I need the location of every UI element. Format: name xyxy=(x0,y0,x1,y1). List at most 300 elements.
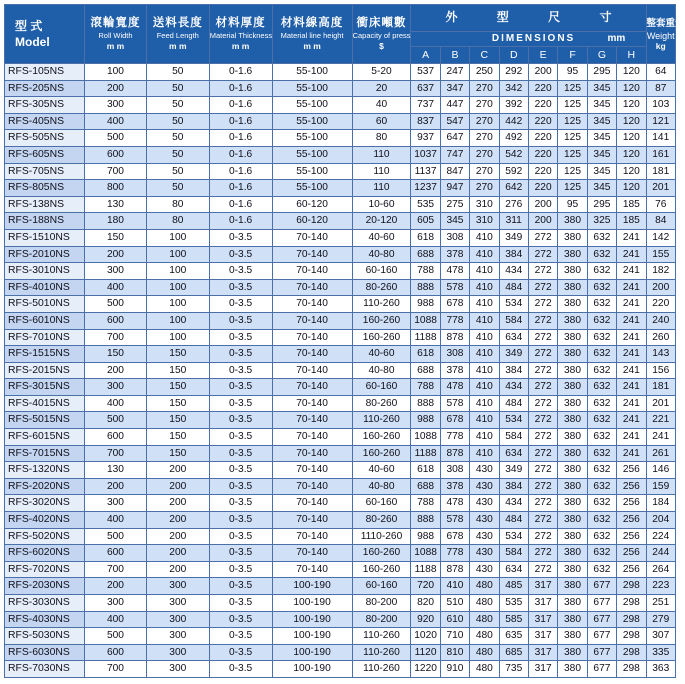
cell-feed-length: 80 xyxy=(146,213,209,230)
cell-dim-c: 270 xyxy=(470,163,499,180)
cell-dim-b: 478 xyxy=(440,263,469,280)
table-row xyxy=(5,213,676,230)
cell-dim-d: 534 xyxy=(499,412,528,429)
cell-dim-f: 380 xyxy=(558,362,587,379)
cell-model: RFS-505NS xyxy=(5,130,85,147)
cell-line-height: 100-190 xyxy=(272,611,352,628)
header-dim-e: E xyxy=(528,47,557,64)
cell-thickness: 0-3.5 xyxy=(209,644,272,661)
cell-roll-width: 130 xyxy=(85,462,147,479)
cell-roll-width: 180 xyxy=(85,213,147,230)
cell-dim-e: 272 xyxy=(528,263,557,280)
table-row xyxy=(5,561,676,578)
cell-dim-g: 632 xyxy=(587,362,616,379)
cell-dim-b: 247 xyxy=(440,64,469,81)
cell-dim-a: 720 xyxy=(411,578,440,595)
cell-roll-width: 500 xyxy=(85,412,147,429)
cell-weight: 84 xyxy=(646,213,675,230)
table-row xyxy=(5,113,676,130)
cell-press: 60 xyxy=(352,113,411,130)
cell-weight: 204 xyxy=(646,512,675,529)
cell-thickness: 0-3.5 xyxy=(209,595,272,612)
cell-thickness: 0-3.5 xyxy=(209,462,272,479)
cell-roll-width: 700 xyxy=(85,329,147,346)
cell-dim-g: 345 xyxy=(587,163,616,180)
cell-press: 110-260 xyxy=(352,296,411,313)
header-dim-f: F xyxy=(558,47,587,64)
cell-weight: 161 xyxy=(646,146,675,163)
cell-model: RFS-4020NS xyxy=(5,512,85,529)
cell-dim-a: 988 xyxy=(411,412,440,429)
cell-dim-f: 95 xyxy=(558,196,587,213)
cell-feed-length: 50 xyxy=(146,163,209,180)
cell-dim-b: 878 xyxy=(440,561,469,578)
cell-line-height: 55-100 xyxy=(272,80,352,97)
cell-dim-e: 272 xyxy=(528,512,557,529)
cell-weight: 220 xyxy=(646,296,675,313)
cell-press: 60-160 xyxy=(352,263,411,280)
cell-model: RFS-7030NS xyxy=(5,661,85,678)
cell-dim-h: 241 xyxy=(617,312,646,329)
cell-dim-f: 380 xyxy=(558,213,587,230)
cell-roll-width: 500 xyxy=(85,628,147,645)
cell-dim-h: 256 xyxy=(617,528,646,545)
cell-dim-g: 632 xyxy=(587,495,616,512)
cell-dim-f: 380 xyxy=(558,329,587,346)
cell-line-height: 100-190 xyxy=(272,644,352,661)
cell-dim-c: 430 xyxy=(470,561,499,578)
cell-feed-length: 100 xyxy=(146,296,209,313)
cell-dim-g: 632 xyxy=(587,429,616,446)
cell-weight: 181 xyxy=(646,163,675,180)
cell-feed-length: 200 xyxy=(146,528,209,545)
cell-dim-b: 678 xyxy=(440,296,469,313)
table-row xyxy=(5,462,676,479)
cell-roll-width: 100 xyxy=(85,64,147,81)
cell-dim-c: 410 xyxy=(470,429,499,446)
cell-dim-a: 1088 xyxy=(411,429,440,446)
cell-dim-h: 120 xyxy=(617,80,646,97)
cell-thickness: 0-3.5 xyxy=(209,578,272,595)
cell-press: 110-260 xyxy=(352,628,411,645)
cell-dim-c: 410 xyxy=(470,263,499,280)
cell-line-height: 70-140 xyxy=(272,246,352,263)
cell-line-height: 70-140 xyxy=(272,445,352,462)
header-line-height-cn: 材料線高度 xyxy=(280,17,344,29)
cell-dim-e: 220 xyxy=(528,97,557,114)
cell-dim-h: 256 xyxy=(617,462,646,479)
cell-dim-h: 298 xyxy=(617,595,646,612)
cell-dim-a: 1037 xyxy=(411,146,440,163)
cell-dim-f: 380 xyxy=(558,395,587,412)
cell-weight: 244 xyxy=(646,545,675,562)
header-thickness xyxy=(209,5,272,64)
cell-press: 110 xyxy=(352,146,411,163)
cell-dim-c: 430 xyxy=(470,478,499,495)
cell-feed-length: 100 xyxy=(146,246,209,263)
cell-roll-width: 400 xyxy=(85,113,147,130)
cell-dim-e: 272 xyxy=(528,478,557,495)
cell-dim-d: 392 xyxy=(499,97,528,114)
cell-dim-d: 584 xyxy=(499,429,528,446)
cell-model: RFS-6020NS xyxy=(5,545,85,562)
cell-weight: 363 xyxy=(646,661,675,678)
cell-dim-e: 220 xyxy=(528,80,557,97)
cell-feed-length: 200 xyxy=(146,478,209,495)
cell-dim-a: 537 xyxy=(411,64,440,81)
cell-model: RFS-7010NS xyxy=(5,329,85,346)
cell-dim-c: 410 xyxy=(470,362,499,379)
cell-dim-d: 349 xyxy=(499,229,528,246)
cell-model: RFS-6030NS xyxy=(5,644,85,661)
cell-dim-c: 410 xyxy=(470,379,499,396)
cell-dim-d: 434 xyxy=(499,495,528,512)
cell-line-height: 70-140 xyxy=(272,312,352,329)
cell-dim-g: 632 xyxy=(587,512,616,529)
cell-weight: 121 xyxy=(646,113,675,130)
cell-weight: 264 xyxy=(646,561,675,578)
cell-roll-width: 700 xyxy=(85,561,147,578)
table-row xyxy=(5,64,676,81)
table-row xyxy=(5,180,676,197)
cell-roll-width: 200 xyxy=(85,246,147,263)
table-row xyxy=(5,80,676,97)
table-row xyxy=(5,528,676,545)
cell-dim-h: 241 xyxy=(617,246,646,263)
cell-roll-width: 150 xyxy=(85,229,147,246)
cell-roll-width: 150 xyxy=(85,346,147,363)
cell-dim-b: 308 xyxy=(440,462,469,479)
table-body xyxy=(5,64,676,678)
header-weight xyxy=(646,5,685,64)
cell-weight: 87 xyxy=(646,80,675,97)
cell-roll-width: 300 xyxy=(85,595,147,612)
cell-press: 1110-260 xyxy=(352,528,411,545)
cell-weight: 156 xyxy=(646,362,675,379)
cell-model: RFS-6015NS xyxy=(5,429,85,446)
cell-weight: 201 xyxy=(646,180,675,197)
cell-dim-h: 185 xyxy=(617,213,646,230)
cell-dim-e: 200 xyxy=(528,64,557,81)
cell-roll-width: 400 xyxy=(85,279,147,296)
cell-model: RFS-4015NS xyxy=(5,395,85,412)
table-header xyxy=(5,5,685,64)
cell-line-height: 70-140 xyxy=(272,329,352,346)
cell-dim-c: 410 xyxy=(470,329,499,346)
cell-dim-d: 342 xyxy=(499,80,528,97)
cell-dim-a: 688 xyxy=(411,478,440,495)
cell-dim-g: 632 xyxy=(587,395,616,412)
cell-line-height: 70-140 xyxy=(272,412,352,429)
cell-dim-h: 298 xyxy=(617,611,646,628)
cell-feed-length: 150 xyxy=(146,445,209,462)
cell-weight: 181 xyxy=(646,379,675,396)
cell-thickness: 0-3.5 xyxy=(209,362,272,379)
cell-dim-a: 820 xyxy=(411,595,440,612)
table-row xyxy=(5,545,676,562)
cell-dim-d: 585 xyxy=(499,611,528,628)
cell-dim-g: 677 xyxy=(587,661,616,678)
header-thickness-unit: m m xyxy=(231,41,250,51)
cell-dim-b: 910 xyxy=(440,661,469,678)
cell-dim-g: 325 xyxy=(587,213,616,230)
cell-dim-c: 410 xyxy=(470,445,499,462)
cell-line-height: 70-140 xyxy=(272,429,352,446)
cell-dim-d: 484 xyxy=(499,279,528,296)
cell-press: 110-260 xyxy=(352,412,411,429)
cell-dim-a: 788 xyxy=(411,495,440,512)
cell-dim-c: 430 xyxy=(470,528,499,545)
cell-dim-a: 688 xyxy=(411,362,440,379)
cell-dim-d: 635 xyxy=(499,628,528,645)
cell-weight: 224 xyxy=(646,528,675,545)
table-row xyxy=(5,146,676,163)
cell-thickness: 0-1.6 xyxy=(209,130,272,147)
header-press-cn: 衝床噸數 xyxy=(356,17,407,29)
cell-line-height: 70-140 xyxy=(272,279,352,296)
cell-dim-c: 430 xyxy=(470,512,499,529)
cell-weight: 261 xyxy=(646,445,675,462)
cell-press: 40-80 xyxy=(352,246,411,263)
cell-thickness: 0-3.5 xyxy=(209,395,272,412)
cell-line-height: 60-120 xyxy=(272,213,352,230)
cell-dim-g: 632 xyxy=(587,561,616,578)
cell-dim-e: 317 xyxy=(528,628,557,645)
cell-roll-width: 200 xyxy=(85,80,147,97)
cell-dim-f: 125 xyxy=(558,80,587,97)
cell-press: 40 xyxy=(352,97,411,114)
cell-dim-f: 380 xyxy=(558,512,587,529)
cell-dim-d: 535 xyxy=(499,595,528,612)
cell-thickness: 0-3.5 xyxy=(209,478,272,495)
cell-weight: 64 xyxy=(646,64,675,81)
cell-dim-f: 380 xyxy=(558,595,587,612)
cell-dim-f: 380 xyxy=(558,296,587,313)
cell-dim-c: 480 xyxy=(470,578,499,595)
cell-feed-length: 150 xyxy=(146,429,209,446)
cell-dim-c: 480 xyxy=(470,595,499,612)
cell-dim-e: 272 xyxy=(528,246,557,263)
cell-press: 160-260 xyxy=(352,561,411,578)
cell-line-height: 70-140 xyxy=(272,545,352,562)
cell-thickness: 0-1.6 xyxy=(209,196,272,213)
cell-roll-width: 600 xyxy=(85,146,147,163)
header-press-unit: $ xyxy=(379,41,384,51)
cell-dim-e: 272 xyxy=(528,296,557,313)
cell-thickness: 0-3.5 xyxy=(209,279,272,296)
cell-line-height: 55-100 xyxy=(272,146,352,163)
cell-weight: 223 xyxy=(646,578,675,595)
cell-dim-e: 317 xyxy=(528,595,557,612)
cell-dim-b: 778 xyxy=(440,429,469,446)
cell-dim-d: 634 xyxy=(499,561,528,578)
header-dim-g: G xyxy=(587,47,616,64)
cell-dim-b: 547 xyxy=(440,113,469,130)
table-row xyxy=(5,312,676,329)
cell-thickness: 0-3.5 xyxy=(209,246,272,263)
cell-feed-length: 300 xyxy=(146,611,209,628)
cell-dim-h: 241 xyxy=(617,296,646,313)
cell-feed-length: 150 xyxy=(146,395,209,412)
cell-model: RFS-7015NS xyxy=(5,445,85,462)
cell-dim-g: 295 xyxy=(587,64,616,81)
cell-dim-d: 292 xyxy=(499,64,528,81)
header-model-cn: 型 式 xyxy=(15,19,43,33)
header-model xyxy=(5,5,85,64)
header-dim-h: H xyxy=(617,47,646,64)
cell-dim-a: 988 xyxy=(411,296,440,313)
cell-dim-h: 256 xyxy=(617,495,646,512)
table-row xyxy=(5,478,676,495)
cell-feed-length: 200 xyxy=(146,512,209,529)
cell-feed-length: 80 xyxy=(146,196,209,213)
cell-line-height: 70-140 xyxy=(272,495,352,512)
cell-dim-b: 578 xyxy=(440,279,469,296)
cell-dim-b: 678 xyxy=(440,528,469,545)
header-model-en: Model xyxy=(15,35,50,49)
cell-dim-d: 534 xyxy=(499,296,528,313)
cell-dim-g: 632 xyxy=(587,478,616,495)
cell-dim-c: 270 xyxy=(470,146,499,163)
cell-press: 40-80 xyxy=(352,362,411,379)
cell-dim-f: 380 xyxy=(558,644,587,661)
cell-dim-b: 275 xyxy=(440,196,469,213)
cell-dim-d: 584 xyxy=(499,312,528,329)
cell-dim-g: 632 xyxy=(587,412,616,429)
cell-dim-e: 272 xyxy=(528,545,557,562)
cell-dim-d: 534 xyxy=(499,528,528,545)
header-line-height-en: Material line height xyxy=(280,31,344,40)
cell-line-height: 70-140 xyxy=(272,379,352,396)
cell-model: RFS-3030NS xyxy=(5,595,85,612)
cell-dim-h: 298 xyxy=(617,661,646,678)
cell-dim-b: 578 xyxy=(440,512,469,529)
cell-line-height: 70-140 xyxy=(272,296,352,313)
cell-dim-b: 447 xyxy=(440,97,469,114)
cell-dim-c: 410 xyxy=(470,412,499,429)
cell-dim-b: 778 xyxy=(440,545,469,562)
header-weight-unit: kg xyxy=(655,41,666,51)
cell-dim-b: 747 xyxy=(440,146,469,163)
cell-model: RFS-138NS xyxy=(5,196,85,213)
cell-dim-f: 380 xyxy=(558,279,587,296)
cell-dim-g: 632 xyxy=(587,263,616,280)
cell-weight: 221 xyxy=(646,412,675,429)
cell-dim-e: 272 xyxy=(528,462,557,479)
cell-feed-length: 300 xyxy=(146,628,209,645)
cell-dim-b: 378 xyxy=(440,362,469,379)
header-dim-b: B xyxy=(440,47,469,64)
cell-weight: 184 xyxy=(646,495,675,512)
cell-feed-length: 100 xyxy=(146,263,209,280)
cell-dim-f: 380 xyxy=(558,263,587,280)
cell-dim-a: 888 xyxy=(411,395,440,412)
cell-dim-g: 677 xyxy=(587,611,616,628)
cell-dim-d: 276 xyxy=(499,196,528,213)
cell-weight: 240 xyxy=(646,312,675,329)
cell-dim-d: 384 xyxy=(499,478,528,495)
cell-dim-c: 270 xyxy=(470,180,499,197)
cell-model: RFS-1510NS xyxy=(5,229,85,246)
cell-press: 110 xyxy=(352,180,411,197)
table-row xyxy=(5,412,676,429)
cell-dim-g: 677 xyxy=(587,628,616,645)
cell-dim-g: 632 xyxy=(587,528,616,545)
cell-dim-g: 632 xyxy=(587,346,616,363)
cell-line-height: 70-140 xyxy=(272,512,352,529)
cell-dim-f: 125 xyxy=(558,163,587,180)
cell-thickness: 0-1.6 xyxy=(209,80,272,97)
cell-dim-f: 380 xyxy=(558,561,587,578)
cell-dim-b: 678 xyxy=(440,412,469,429)
cell-press: 60-160 xyxy=(352,578,411,595)
header-dimensions-unit: mm xyxy=(587,32,646,47)
cell-thickness: 0-3.5 xyxy=(209,445,272,462)
cell-dim-b: 308 xyxy=(440,229,469,246)
cell-dim-a: 1237 xyxy=(411,180,440,197)
cell-thickness: 0-3.5 xyxy=(209,661,272,678)
cell-feed-length: 50 xyxy=(146,146,209,163)
cell-dim-c: 430 xyxy=(470,545,499,562)
cell-dim-f: 380 xyxy=(558,528,587,545)
cell-feed-length: 100 xyxy=(146,312,209,329)
cell-roll-width: 200 xyxy=(85,578,147,595)
cell-dim-h: 241 xyxy=(617,263,646,280)
cell-thickness: 0-1.6 xyxy=(209,146,272,163)
cell-dim-a: 1188 xyxy=(411,561,440,578)
cell-feed-length: 100 xyxy=(146,329,209,346)
cell-dim-d: 434 xyxy=(499,263,528,280)
cell-dim-f: 380 xyxy=(558,346,587,363)
cell-dim-c: 270 xyxy=(470,130,499,147)
cell-dim-c: 270 xyxy=(470,113,499,130)
cell-line-height: 100-190 xyxy=(272,595,352,612)
cell-model: RFS-6010NS xyxy=(5,312,85,329)
cell-model: RFS-2010NS xyxy=(5,246,85,263)
cell-dim-e: 200 xyxy=(528,196,557,213)
table-row xyxy=(5,595,676,612)
cell-dim-c: 480 xyxy=(470,611,499,628)
cell-roll-width: 300 xyxy=(85,379,147,396)
table-row xyxy=(5,246,676,263)
cell-thickness: 0-1.6 xyxy=(209,113,272,130)
cell-press: 10-60 xyxy=(352,196,411,213)
cell-dim-f: 125 xyxy=(558,130,587,147)
header-feed-length xyxy=(146,5,209,64)
cell-dim-a: 888 xyxy=(411,279,440,296)
cell-dim-c: 410 xyxy=(470,312,499,329)
cell-model: RFS-5015NS xyxy=(5,412,85,429)
cell-thickness: 0-1.6 xyxy=(209,213,272,230)
cell-dim-f: 380 xyxy=(558,628,587,645)
cell-model: RFS-2015NS xyxy=(5,362,85,379)
cell-model: RFS-4030NS xyxy=(5,611,85,628)
cell-line-height: 70-140 xyxy=(272,395,352,412)
cell-dim-b: 847 xyxy=(440,163,469,180)
cell-dim-a: 605 xyxy=(411,213,440,230)
cell-press: 40-60 xyxy=(352,462,411,479)
cell-dim-e: 317 xyxy=(528,578,557,595)
cell-dim-f: 125 xyxy=(558,180,587,197)
cell-dim-f: 380 xyxy=(558,229,587,246)
cell-dim-a: 637 xyxy=(411,80,440,97)
cell-dim-e: 272 xyxy=(528,362,557,379)
cell-press: 110-260 xyxy=(352,661,411,678)
cell-dim-g: 632 xyxy=(587,279,616,296)
table-row xyxy=(5,196,676,213)
table-row xyxy=(5,329,676,346)
cell-dim-c: 480 xyxy=(470,628,499,645)
